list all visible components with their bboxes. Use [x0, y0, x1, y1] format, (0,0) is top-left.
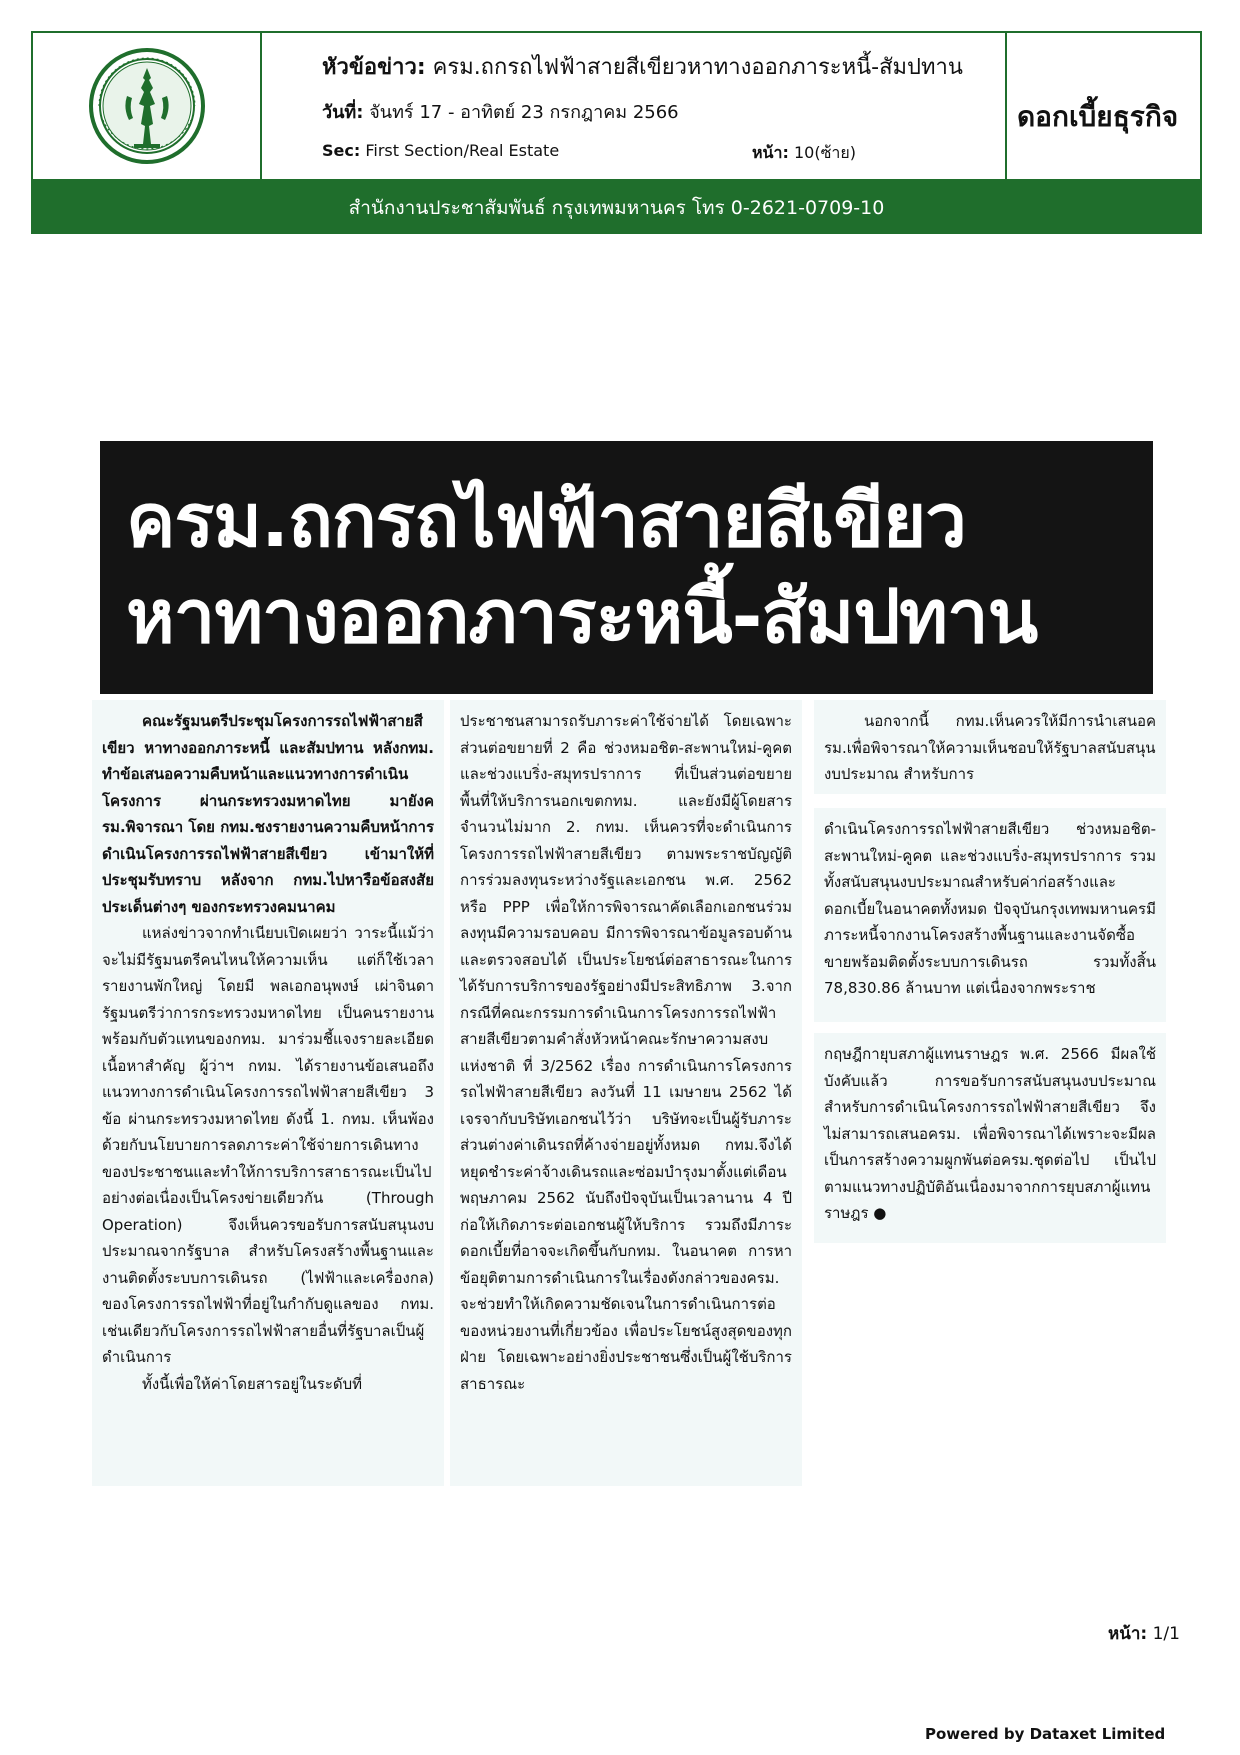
section-label: Sec: — [322, 141, 361, 160]
article-column-3-part-2 — [814, 808, 1166, 1022]
body-paragraph: นอกจากนี้ กทม.เห็นควรให้มีการนำเสนอครม.เพื่อพิจารณาให้ความเห็นชอบให้รัฐบาลสนับสนุนงบประมาณ สำหรับการ — [824, 712, 1156, 783]
footer-page-value: 1/1 — [1152, 1624, 1180, 1644]
lead-paragraph: คณะรัฐมนตรีประชุมโครงการรถไฟฟ้าสายสีเขียว หาทางออกภาระหนี้ และสัมปทาน หลังกทม. ทำข้อเสนอความคืบหน้าและแนวทางการดำเนินโครงการ ผ่านกระทรวงมหาดไทย มายังครม.พิจารณา โดย กทม.ชงรายงานความคืบหน้าการดำเนินโครงการรถไฟฟ้าสายสีเขียว เข้ามาให้ที่ประชุมรับทราบ หลังจาก กทม.ไปหารือข้อสงสัยประเด็นต่างๆ ของกระทรวงคมนาคม — [102, 712, 434, 916]
clipping-header — [31, 31, 1202, 181]
headline-line-2: หาทางออกภาระหนี้-สัมปทาน — [126, 574, 1038, 660]
footer-page-label: หน้า: — [1108, 1624, 1148, 1644]
publication-name: ดอกเบี้ยธุรกิจ — [1017, 100, 1179, 133]
body-paragraph: แหล่งข่าวจากทำเนียบเปิดเผยว่า วาระนี้แม้ว่าจะไม่มีรัฐมนตรีคนไหนให้ความเห็น แต่ก็ใช้เวลารายงานพักใหญ่ โดยมี พลเอกอนุพงษ์ เผ่าจินดา รัฐมนตรีว่าการกระทรวงมหาดไทย เป็นคนรายงาน พร้อมกับตัวแทนของกทม. มาร่วมชี้แจงรายละเอียด เนื้อหาสำคัญ ผู้ว่าฯ กทม. ได้รายงานข้อเสนอถึงแนวทางการดำเนินโครงการรถไฟฟ้าสายสีเขียว 3 ข้อ ผ่านกระทรวงมหาดไทย ดังนี้ 1. กทม. เห็นพ้องด้วยกับนโยบายการลดภาระค่าใช้จ่ายการเดินทางของประชาชนและทำให้การบริการสาธารณะเป็นไปอย่างต่อเนื่องเป็นโครงข่ายเดียวกัน (Through Operation) จึงเห็นควรขอรับการสนับสนุนงบประมาณจากรัฐบาล สำหรับโครงสร้างพื้นฐานและงานติดตั้งระบบการเดินรถ (ไฟฟ้าและเครื่องกล) ของโครงการรถไฟฟ้าที่อยู่ในกำกับดูแลของ กทม. เช่นเดียวกับโครงการรถไฟฟ้าสายอื่นที่รัฐบาลเป็นผู้ดำเนินการ — [102, 924, 434, 1366]
headline-value: ครม.ถกรถไฟฟ้าสายสีเขียวหาทางออกภาระหนี้-สัมปทาน — [432, 55, 963, 80]
body-paragraph: ทั้งนี้เพื่อให้ค่าโดยสารอยู่ในระดับที่ — [142, 1374, 363, 1393]
logo-cell — [33, 33, 262, 179]
section-value: First Section/Real Estate — [365, 141, 560, 160]
body-paragraph: กฤษฎีกายุบสภาผู้แทนราษฎร พ.ศ. 2566 มีผลใช้บังคับแล้ว การขอรับการสนับสนุนงบประมาณสำหรับการดำเนินโครงการรถไฟฟ้าสายสีเขียว จึงไม่สามารถเสนอครม. เพื่อพิจารณาได้เพราะจะมีผลเป็นการสร้างความผูกพันต่อครม.ชุดต่อไป เป็นไปตามแนวทางปฏิบัติอันเนื่องมาจากการยุบสภาผู้แทนราษฎร ● — [824, 1045, 1156, 1222]
page-row — [752, 141, 856, 166]
headline-label: หัวข้อข่าว: — [322, 55, 426, 80]
headline-line-1: ครม.ถกรถไฟฟ้าสายสีเขียว — [126, 478, 966, 564]
page-value: 10(ซ้าย) — [793, 143, 857, 162]
date-label: วันที่: — [322, 102, 364, 123]
metadata-cell — [262, 33, 1007, 179]
article-headline — [100, 441, 1153, 694]
article-column-1 — [92, 700, 444, 1486]
page-label: หน้า: — [752, 143, 789, 162]
body-paragraph: ประชาชนสามารถรับภาระค่าใช้จ่ายได้ โดยเฉพาะส่วนต่อขยายที่ 2 คือ ช่วงหมอชิต-สะพานใหม่-คูคต และช่วงแบริ่ง-สมุทรปราการ ที่เป็นส่วนต่อขยายพื้นที่ให้บริการนอกเขตกทม. และยังมีผู้โดยสารจำนวนไม่มาก 2. กทม. เห็นควรที่จะดำเนินการโครงการรถไฟฟ้าสายสีเขียว ตามพระราชบัญญัติการร่วมลงทุนระหว่างรัฐและเอกชน พ.ศ. 2562 หรือ PPP เพื่อให้การพิจารณาคัดเลือกเอกชนร่วมลงทุนมีความรอบคอบ มีการพิจารณาข้อมูลรอบด้านและตรวจสอบได้ เป็นประโยชน์ต่อสาธารณะในการได้รับการบริการของรัฐอย่างมีประสิทธิภาพ 3.จากกรณีที่คณะกรรมการดำเนินการโครงการรถไฟฟ้าสายสีเขียวตามคำสั่งหัวหน้าคณะรักษาความสงบแห่งชาติ ที่ 3/2562 เรื่อง การดำเนินการโครงการรถไฟฟ้าสายสีเขียว ลงวันที่ 11 เมษายน 2562 ได้เจรจากับบริษัทเอกชนไว้ว่า บริษัทจะเป็นผู้รับภาระส่วนต่างค่าเดินรถที่ค้างจ่ายอยู่ทั้งหมด กทม.จึงได้หยุดชำระค่าจ้างเดินรถและซ่อมบำรุงมาตั้งแต่เดือนพฤษภาคม 2562 นับถึงปัจจุบันเป็นเวลานาน 4 ปี ก่อให้เกิดภาระต่อเอกชนผู้ให้บริการ รวมถึงมีภาระดอกเบี้ยที่อาจจะเกิดขึ้นกับกทม. ในอนาคต การหาข้อยุติตามการดำเนินการในเรื่องดังกล่าวของครม. จะช่วยทำให้เกิดความชัดเจนในการดำเนินการต่อของหน่วยงานที่เกี่ยวข้อง เพื่อประโยชน์สูงสุดของทุกฝ่าย โดยเฉพาะอย่างยิ่งประชาชนซึ่งเป็นผู้ใช้บริการสาธารณะ — [460, 712, 792, 1393]
date-value: จันทร์ 17 - อาทิตย์ 23 กรกฎาคม 2566 — [369, 102, 679, 123]
footer-page-number — [1108, 1620, 1180, 1647]
date-row — [322, 97, 679, 126]
article-column-3-part-3 — [814, 1033, 1166, 1243]
pr-office-band: สำนักงานประชาสัมพันธ์ กรุงเทพมหานคร โทร 0-2621-0709-10 — [31, 181, 1202, 234]
bangkok-metropolitan-seal-icon — [87, 46, 207, 166]
article-column-3-part-1 — [814, 700, 1166, 794]
article-column-2 — [450, 700, 802, 1486]
publication-cell — [1005, 33, 1200, 179]
body-paragraph: ดำเนินโครงการรถไฟฟ้าสายสีเขียว ช่วงหมอชิต-สะพานใหม่-คูคต และช่วงแบริ่ง-สมุทรปราการ รวมทั้งสนับสนุนงบประมาณสำหรับค่าก่อสร้างและดอกเบี้ยในอนาคตทั้งหมด ปัจจุบันกรุงเทพมหานครมีภาระหนี้จากงานโครงสร้างพื้นฐานและงานจัดซื้อขายพร้อมติดตั้งระบบการเดินรถ รวมทั้งสิ้น 78,830.86 ล้านบาท แต่เนื่องจากพระราช — [824, 820, 1156, 997]
section-row — [322, 141, 559, 160]
powered-by: Powered by Dataxet Limited — [925, 1725, 1166, 1743]
headline-row — [322, 49, 963, 84]
